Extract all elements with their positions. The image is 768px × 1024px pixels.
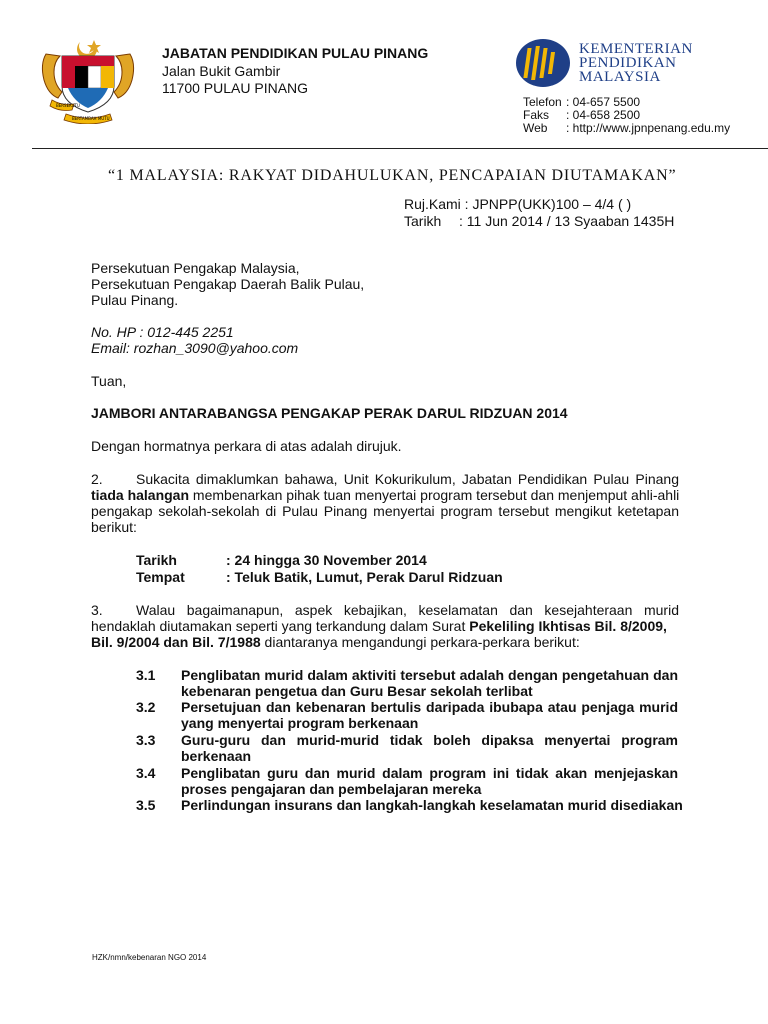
para-2-line-3: pengakap sekolah-sekolah di Pulau Pinang menyertai program tersebut mengikut ketetapan xyxy=(91,503,679,519)
contact-telefon-value: : 04-657 5500 xyxy=(566,95,641,109)
list-item: Persetujuan dan kebenaran bertulis daripada ibubapa atau penjaga murid yang menyertai program berkenaan xyxy=(181,699,678,731)
crest-motto-top: BERSEKUTU xyxy=(56,103,80,108)
kpm-logo-icon xyxy=(515,38,573,88)
recipient-phone: No. HP : 012-445 2251 xyxy=(91,324,234,340)
para-2-line-2 xyxy=(91,487,679,503)
list-item-number: 3.5 xyxy=(136,797,156,813)
subject-heading: JAMBORI ANTARABANGSA PENGAKAP PERAK DARUL RIDZUAN 2014 xyxy=(91,405,568,421)
ministry-name-line-1: KEMENTERIAN xyxy=(579,41,693,57)
contact-telefon-label: Telefon xyxy=(523,95,562,109)
list-item: Perlindungan insurans dan langkah-langkah keselamatan murid disediakan xyxy=(181,797,683,813)
detail-venue-value: : Teluk Batik, Lumut, Perak Darul Ridzuan xyxy=(226,569,503,585)
para-3-line-3 xyxy=(91,634,580,650)
salutation: Tuan, xyxy=(91,373,127,389)
para-2-line-4: berikut: xyxy=(91,519,137,535)
letterhead-divider xyxy=(32,148,768,149)
footer-reference: HZK/nmn/kebenaran NGO 2014 xyxy=(92,953,207,962)
para-2-line-1: Sukacita dimaklumkan bahawa, Unit Kokurikulum, Jabatan Pendidikan Pulau Pinang xyxy=(136,471,679,487)
intro-paragraph: Dengan hormatnya perkara di atas adalah dirujuk. xyxy=(91,438,402,454)
recipient-email: Email: rozhan_3090@yahoo.com xyxy=(91,340,299,356)
department-name: JABATAN PENDIDIKAN PULAU PINANG xyxy=(162,45,429,61)
contact-faks-label: Faks xyxy=(523,108,550,122)
recipient-line-3: Pulau Pinang. xyxy=(91,292,179,308)
reference-number: Ruj.Kami : JPNPP(UKK)100 – 4/4 ( ) xyxy=(404,196,632,212)
para-3-line-2-text: hendaklah diutamakan seperti yang terkandung dalam Surat xyxy=(91,618,470,634)
slogan: “1 MALAYSIA: RAKYAT DIDAHULUKAN, PENCAPAIAN DIUTAMAKAN” xyxy=(108,167,677,184)
list-item: Penglibatan guru dan murid dalam program ini tidak akan menjejaskan proses pengajaran dan pembelajaran mereka xyxy=(181,765,678,797)
para-3-circular-ref-1: Pekeliling Ikhtisas Bil. 8/2009, xyxy=(469,618,667,634)
para-2-bold-phrase: tiada halangan xyxy=(91,487,190,503)
ministry-name-line-3: MALAYSIA xyxy=(579,69,661,85)
recipient-line-2: Persekutuan Pengakap Daerah Balik Pulau, xyxy=(91,276,365,292)
list-item-number: 3.3 xyxy=(136,732,156,748)
ministry-name-line-2: PENDIDIKAN xyxy=(579,55,677,71)
address-line-1: Jalan Bukit Gambir xyxy=(162,63,281,79)
detail-venue-label: Tempat xyxy=(136,569,185,585)
para-3-line-1: Walau bagaimanapun, aspek kebajikan, keselamatan dan kesejahteraan murid xyxy=(136,602,679,618)
list-item-number: 3.2 xyxy=(136,699,156,715)
recipient-line-1: Persekutuan Pengakap Malaysia, xyxy=(91,260,300,276)
detail-date-value: : 24 hingga 30 November 2014 xyxy=(226,552,427,568)
date-value: : 11 Jun 2014 / 13 Syaaban 1435H xyxy=(459,213,675,229)
malaysia-coat-of-arms-logo xyxy=(32,36,144,124)
para-3-line-3-rest: diantaranya mengandungi perkara-perkara berikut: xyxy=(260,634,580,650)
para-3-circular-ref-2: Bil. 9/2004 dan Bil. 7/1988 xyxy=(91,634,261,650)
list-item: Guru-guru dan murid-murid tidak boleh dipaksa menyertai program berkenaan xyxy=(181,732,678,764)
contact-faks-value: : 04-658 2500 xyxy=(566,108,641,122)
list-item: Penglibatan murid dalam aktiviti tersebut adalah dengan pengetahuan dan kebenaran pengetua dan Guru Besar sekolah terlibat xyxy=(181,667,678,699)
para-3-number: 3. xyxy=(91,602,103,618)
para-2-line-2-rest: membenarkan pihak tuan menyertai program tersebut dan menjemput ahli-ahli xyxy=(189,487,680,503)
para-2-number: 2. xyxy=(91,471,103,487)
date-label: Tarikh xyxy=(404,213,442,229)
crest-motto-bottom: BERTAMBAH MUTU xyxy=(72,116,110,121)
para-3-line-2 xyxy=(91,618,667,634)
list-item-number: 3.1 xyxy=(136,667,156,683)
contact-web-value: : http://www.jpnpenang.edu.my xyxy=(566,121,731,135)
contact-web-label: Web xyxy=(523,121,548,135)
list-item-number: 3.4 xyxy=(136,765,156,781)
detail-date-label: Tarikh xyxy=(136,552,177,568)
address-line-2: 11700 PULAU PINANG xyxy=(162,80,309,96)
